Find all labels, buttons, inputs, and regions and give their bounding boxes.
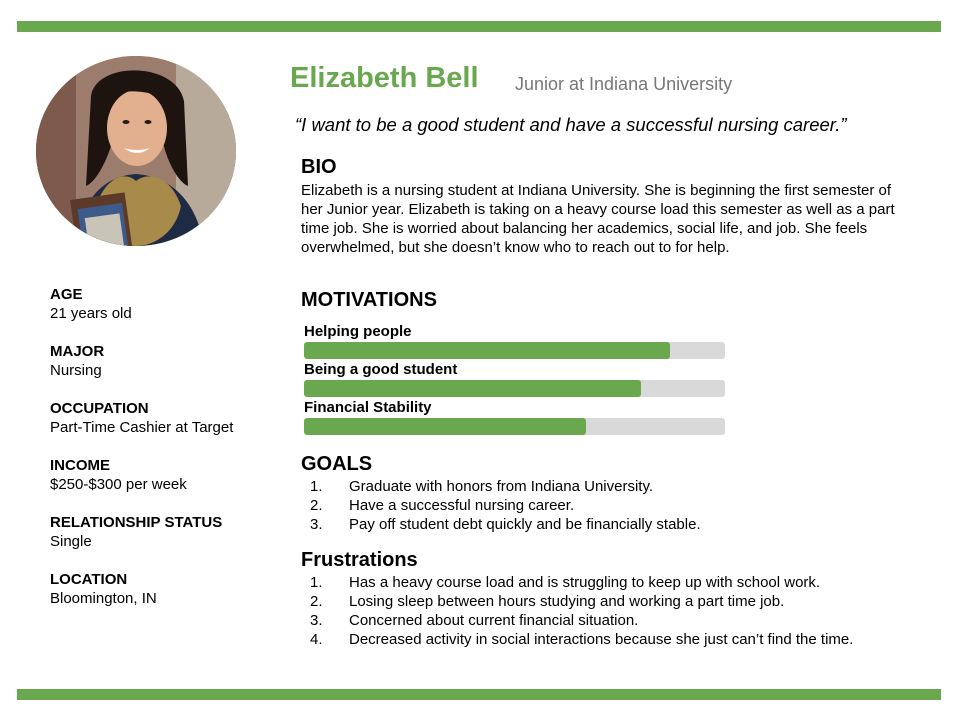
- persona-portrait-illustration: [36, 56, 236, 246]
- motivation-item: [304, 323, 725, 359]
- list-number: 1.: [310, 478, 323, 495]
- frustrations-heading: Frustrations: [301, 549, 418, 571]
- fact-label: RELATIONSHIP STATUS: [50, 514, 223, 531]
- list-number: 4.: [310, 631, 323, 648]
- motivation-label: Helping people: [304, 323, 412, 340]
- fact-income: [50, 456, 280, 494]
- fact-location: [50, 570, 280, 608]
- fact-major: [50, 342, 280, 380]
- fact-label: AGE: [50, 286, 83, 303]
- motivation-bar-track: [304, 380, 725, 397]
- goals-heading: GOALS: [301, 453, 373, 475]
- motivation-bar-track: [304, 342, 725, 359]
- motivation-bar-track: [304, 418, 725, 435]
- fact-occupation: [50, 399, 280, 437]
- bio-heading: BIO: [301, 156, 337, 178]
- motivation-item: [304, 399, 725, 435]
- list-text: Graduate with honors from Indiana University.: [349, 478, 654, 495]
- fact-age: [50, 285, 280, 323]
- motivation-label: Financial Stability: [304, 399, 432, 416]
- fact-value: Bloomington, IN: [50, 590, 157, 607]
- persona-photo: [36, 56, 236, 246]
- motivation-bar-fill: [304, 380, 641, 397]
- frustrations-list: [310, 573, 853, 649]
- list-text: Losing sleep between hours studying and working a part time job.: [349, 593, 785, 610]
- fact-value: Nursing: [50, 362, 102, 379]
- list-number: 3.: [310, 516, 323, 533]
- bottom-accent-rule: [17, 689, 941, 700]
- fact-value: Part-Time Cashier at Target: [50, 419, 234, 436]
- list-text: Has a heavy course load and is struggling to keep up with school work.: [349, 574, 821, 591]
- list-item: [310, 573, 853, 592]
- motivation-bar-fill: [304, 418, 586, 435]
- bio-text: Elizabeth is a nursing student at Indiana University. She is beginning the first semester of her Junior year. Elizabeth is taking on a heavy course load this semester as well as a part time job. She is worried about balancing her academics, social life, and job. She feels overwhelmed, but she doesn’t know who to reach out to for help.: [301, 182, 895, 256]
- persona-name: Elizabeth Bell: [290, 62, 479, 94]
- list-text: Have a successful nursing career.: [349, 497, 575, 514]
- list-item: [310, 496, 701, 515]
- fact-value: Single: [50, 533, 92, 550]
- persona-facts: [50, 285, 280, 627]
- motivation-item: [304, 361, 725, 397]
- goals-list: [310, 477, 701, 534]
- list-item: [310, 477, 701, 496]
- list-item: [310, 611, 853, 630]
- list-number: 1.: [310, 574, 323, 591]
- list-number: 2.: [310, 497, 323, 514]
- fact-value: $250-$300 per week: [50, 476, 187, 493]
- persona-quote: “I want to be a good student and have a successful nursing career.”: [295, 114, 847, 135]
- motivations-heading: MOTIVATIONS: [301, 289, 437, 311]
- persona-subtitle: Junior at Indiana University: [515, 74, 733, 94]
- list-text: Decreased activity in social interactions because she just can’t find the time.: [349, 631, 854, 648]
- fact-label: OCCUPATION: [50, 400, 149, 417]
- list-item: [310, 515, 701, 534]
- list-item: [310, 630, 853, 649]
- fact-label: MAJOR: [50, 343, 105, 360]
- list-number: 3.: [310, 612, 323, 629]
- fact-value: 21 years old: [50, 305, 132, 322]
- list-text: Pay off student debt quickly and be financially stable.: [349, 516, 701, 533]
- list-item: [310, 592, 853, 611]
- top-accent-rule: [17, 21, 941, 32]
- motivation-bar-fill: [304, 342, 670, 359]
- fact-relationship-status: [50, 513, 280, 551]
- list-number: 2.: [310, 593, 323, 610]
- motivation-label: Being a good student: [304, 361, 458, 378]
- list-text: Concerned about current financial situation.: [349, 612, 639, 629]
- fact-label: LOCATION: [50, 571, 128, 588]
- fact-label: INCOME: [50, 457, 110, 474]
